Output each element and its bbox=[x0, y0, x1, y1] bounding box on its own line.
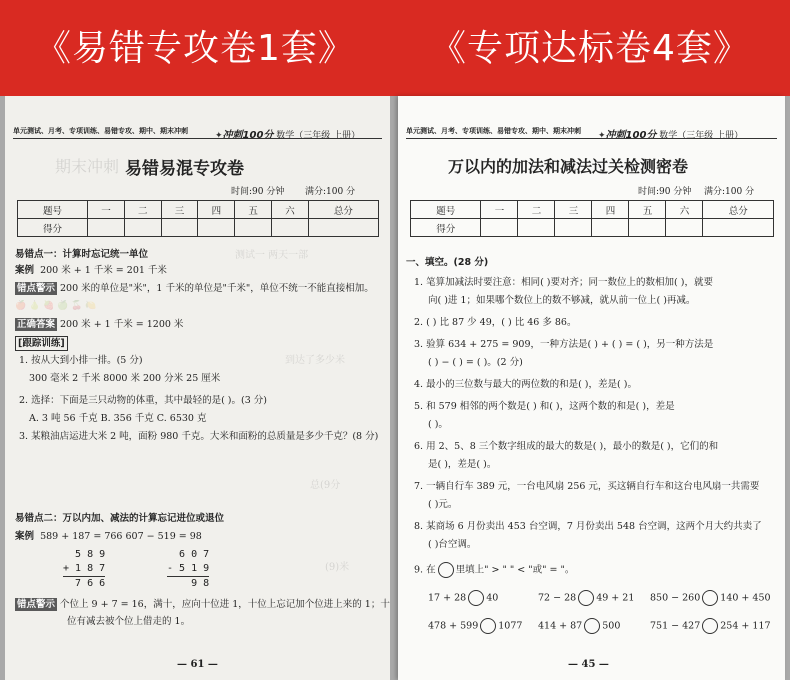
score-table bbox=[17, 200, 379, 237]
compare-circle[interactable] bbox=[702, 590, 718, 606]
question-1-cont: 向( )进 1；如果哪个数位上的数不够减，就从前一位上( )再减。 bbox=[428, 295, 696, 306]
page-number: — 61 — bbox=[177, 659, 218, 670]
question-2: 2. ( ) 比 87 少 49，( ) 比 46 多 86。 bbox=[414, 317, 577, 328]
score-table bbox=[410, 200, 774, 237]
score-cell: 一 bbox=[88, 201, 125, 219]
bleed-through-text: 测试一 两天一部 bbox=[235, 250, 309, 261]
score-cell: 六 bbox=[666, 201, 703, 219]
question-4: 4. 最小的三位数与最大的两位数的和是( )，差是( )。 bbox=[414, 379, 637, 390]
page-title: 万以内的加法和减法过关检测密卷 bbox=[448, 157, 689, 176]
score-cell: 得分 bbox=[18, 219, 88, 237]
answer-line: 正确答案 200 米 + 1 千米 = 1200 米 bbox=[17, 319, 184, 330]
question-5-cont: ( )。 bbox=[428, 419, 448, 430]
bleed-through-text: 期末冲刺 bbox=[55, 157, 120, 176]
compare-item: 414 + 87 500 bbox=[538, 618, 620, 634]
bleed-through-text: 总(9分 bbox=[310, 480, 341, 491]
question-1: 1. 笔算加减法时要注意：相同( )要对齐；同一数位上的数相加( )，就要 bbox=[414, 277, 713, 288]
question-1: 1. 按从大到小排一排。(5 分) bbox=[19, 355, 143, 366]
example-line: 案例 200 米 + 1 千米 = 201 千米 bbox=[15, 265, 167, 276]
bleed-through-text: 到达了多少米 bbox=[285, 355, 345, 366]
warning-line: 错点警示 200 米的单位是"米"，1 千米的单位是"千米"，单位不统一不能直接相加。 bbox=[17, 283, 374, 294]
question-8: 8. 某商场 6 月份卖出 453 台空调，7 月份卖出 548 台空调，这两个月大约共卖了 bbox=[414, 521, 762, 532]
banner-left-title: 《易错专攻卷1套》 bbox=[35, 28, 355, 69]
example-line: 案例 589 + 187 = 766 607 − 519 = 98 bbox=[15, 531, 202, 542]
full-score: 满分:100 分 bbox=[704, 187, 755, 197]
score-cell: 总分 bbox=[308, 201, 378, 219]
warning-line-cont: 位有减去被个位上借走的 1。 bbox=[67, 616, 191, 627]
vertical-subtraction: 6 0 7 - 5 1 9 9 8 bbox=[167, 549, 210, 589]
question-2: 2. 选择：下面是三只动物的体重，其中最轻的是( )。(3 分) bbox=[19, 395, 267, 406]
star-icon: ✦ bbox=[598, 131, 606, 141]
series-header: 单元测试、月考、专项训练、易错专攻、期中、期末冲刺 bbox=[13, 127, 188, 135]
compare-circle[interactable] bbox=[578, 590, 594, 606]
warning-line: 错点警示 个位上 9 + 7 = 16，满十，应向十位进 1，十位上忘记加个位进上来的 1；十 bbox=[17, 599, 390, 610]
bleed-through-text: (9)米 bbox=[325, 562, 350, 573]
score-cell: 得分 bbox=[411, 219, 481, 237]
question-1-items: 300 毫米 2 千米 8000 米 200 分米 25 厘米 bbox=[29, 373, 221, 384]
banner-right-title: 《专项达标卷4套》 bbox=[430, 28, 750, 69]
score-cell: 四 bbox=[198, 201, 235, 219]
full-score: 满分:100 分 bbox=[305, 187, 356, 197]
score-cell: 六 bbox=[272, 201, 309, 219]
right-exam-page bbox=[398, 96, 785, 680]
score-cell: 三 bbox=[555, 201, 592, 219]
compare-circle[interactable] bbox=[702, 618, 718, 634]
compare-item: 850 − 260 140 + 450 bbox=[650, 590, 771, 606]
score-cell: 题号 bbox=[18, 201, 88, 219]
score-cell: 二 bbox=[124, 201, 161, 219]
compare-item: 751 − 427 254 + 117 bbox=[650, 618, 771, 634]
score-cell: 二 bbox=[518, 201, 555, 219]
question-3-cont: ( ) − ( ) = ( )。(2 分) bbox=[428, 357, 523, 368]
star-icon: ✦ bbox=[215, 131, 223, 141]
bleed-through-text: 🍎 🍐 🍓 🍏 🍒 🍋 bbox=[15, 301, 97, 311]
question-9: 9. 在 里填上" > " " < "或" = "。 bbox=[414, 562, 574, 578]
brand-label: ✦冲刺100分 数学（三年级 上册） bbox=[598, 130, 744, 141]
compare-circle[interactable] bbox=[438, 562, 454, 578]
question-7: 7. 一辆自行车 389 元，一台电风扇 256 元，买这辆自行车和这台电风扇一共需要 bbox=[414, 481, 760, 492]
compare-circle[interactable] bbox=[480, 618, 496, 634]
left-exam-page bbox=[5, 96, 390, 680]
compare-circle[interactable] bbox=[468, 590, 484, 606]
promo-banner bbox=[0, 0, 790, 96]
score-cell: 一 bbox=[481, 201, 518, 219]
question-8-cont: ( )台空调。 bbox=[428, 539, 477, 550]
brand-label: ✦冲刺100分 数学（三年级 上册） bbox=[215, 130, 361, 141]
training-heading: [跟踪训练] bbox=[15, 336, 68, 351]
header-rule bbox=[406, 138, 777, 139]
compare-circle[interactable] bbox=[584, 618, 600, 634]
question-5: 5. 和 579 相邻的两个数是( ) 和( )，这两个数的和是( )，差是 bbox=[414, 401, 675, 412]
score-cell: 总分 bbox=[703, 201, 774, 219]
error-point-heading: 易错点二：万以内加、减法的计算忘记进位或退位 bbox=[15, 513, 225, 524]
question-2-options: A. 3 吨 56 千克 B. 356 千克 C. 6530 克 bbox=[29, 413, 207, 424]
question-3: 3. 验算 634 + 275 = 909，一种方法是( ) + ( ) = ( )，另一种方法是 bbox=[414, 339, 714, 350]
score-cell: 题号 bbox=[411, 201, 481, 219]
score-cell: 四 bbox=[592, 201, 629, 219]
time-limit: 时间:90 分钟 bbox=[638, 187, 692, 197]
score-cell: 五 bbox=[629, 201, 666, 219]
error-point-heading: 易错点一：计算时忘记统一单位 bbox=[15, 249, 149, 260]
question-6-cont: 是( )，差是( )。 bbox=[428, 459, 497, 470]
score-cell: 五 bbox=[235, 201, 272, 219]
vertical-addition: 5 8 9 + 1 8 7 7 6 6 bbox=[63, 549, 106, 589]
series-header: 单元测试、月考、专项训练、易错专攻、期中、期末冲刺 bbox=[406, 127, 581, 135]
score-cell: 三 bbox=[161, 201, 198, 219]
question-6: 6. 用 2、5、8 三个数字组成的最大的数是( )，最小的数是( )，它们的和 bbox=[414, 441, 719, 452]
page-title: 易错易混专攻卷 bbox=[125, 159, 244, 179]
page-number: — 45 — bbox=[568, 659, 609, 670]
compare-item: 72 − 28 49 + 21 bbox=[538, 590, 634, 606]
question-7-cont: ( )元。 bbox=[428, 499, 458, 510]
header-rule bbox=[13, 138, 382, 139]
time-limit: 时间:90 分钟 bbox=[231, 187, 285, 197]
section-heading: 一、填空。(28 分) bbox=[406, 257, 489, 268]
compare-item: 17 + 28 40 bbox=[428, 590, 498, 606]
compare-item: 478 + 599 1077 bbox=[428, 618, 522, 634]
book-spread bbox=[0, 96, 790, 680]
question-3: 3. 某粮油店运进大米 2 吨，面粉 980 千克。大米和面粉的总质量是多少千克？(8 分) bbox=[19, 431, 379, 442]
